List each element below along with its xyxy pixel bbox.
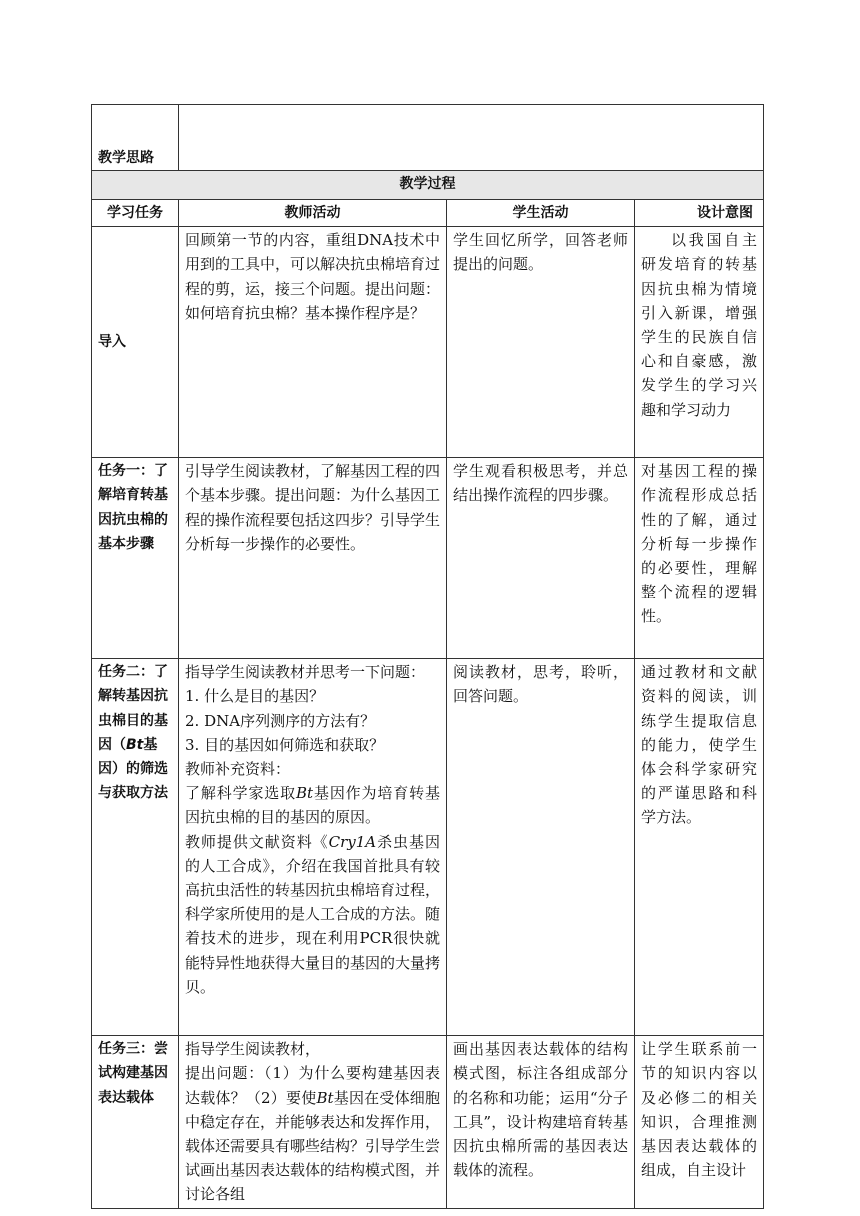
teacher-text: 了解科学家选取 bbox=[185, 784, 297, 803]
task-text-italic: Bt bbox=[126, 736, 144, 753]
teacher-line: 指导学生阅读教材并思考一下问题： bbox=[185, 663, 426, 682]
teacher-text: 基因作为培育转基因抗虫棉的目的基因的原因。 bbox=[185, 784, 440, 827]
table-row bbox=[92, 659, 764, 1036]
thinking-row bbox=[92, 105, 764, 171]
teacher-text: 提出问题：（1）为什么要构建基因表达载体？（2）要使 bbox=[185, 1064, 440, 1107]
thinking-label: 教学思路 bbox=[92, 105, 179, 171]
task-cell: 任务一：了解培育转基因抗虫棉的基本步骤 bbox=[92, 458, 179, 659]
teacher-text: 杀虫基因的人工合成》，介绍在我国首批具有较高抗虫活性的转基因抗虫棉培育过程，科学家所使用的是人工合成的方法。随着技术的进步，现在利用PCR很快就能特异性地获得大量目的基因的大量拷贝。 bbox=[185, 832, 441, 996]
teacher-cell bbox=[179, 659, 447, 1036]
table-row bbox=[92, 227, 764, 458]
student-cell: 画出基因表达载体的结构模式图，标注各组成部分的名称和功能；运用“分子工具”，设计构建培育转基因抗虫棉所需的基因表达载体的流程。 bbox=[447, 1036, 635, 1208]
header-student: 学生活动 bbox=[447, 200, 635, 227]
intent-cell: 以我国自主研发培育的转基因抗虫棉为情境引入新课，增强学生的民族自信心和自豪感，激发学生的学习兴趣和学习动力 bbox=[635, 227, 764, 458]
header-task: 学习任务 bbox=[92, 200, 179, 227]
table-row bbox=[92, 458, 764, 659]
process-title-row bbox=[92, 171, 764, 200]
teacher-cell: 引导学生阅读教材，了解基因工程的四个基本步骤。提出问题：为什么基因工程的操作流程要包括这四步？引导学生分析每一步操作的必要性。 bbox=[179, 458, 447, 659]
lesson-plan-table bbox=[91, 104, 764, 1209]
teacher-cell: 回顾第一节的内容，重组DNA技术中用到的工具中，可以解决抗虫棉培育过程的剪，运，接三个问题。提出问题：如何培育抗虫棉？基本操作程序是？ bbox=[179, 227, 447, 458]
teacher-cell bbox=[179, 1036, 447, 1208]
teacher-line: 教师补充资料： bbox=[185, 760, 291, 779]
student-cell: 阅读教材，思考，聆听，回答问题。 bbox=[447, 659, 635, 1036]
intent-cell: 对基因工程的操作流程形成总括性的了解，通过分析每一步操作的必要性，理解整个流程的逻辑性。 bbox=[635, 458, 764, 659]
task-text-b: 基因）的筛选与获取方法 bbox=[98, 736, 168, 802]
teacher-line: 3. 目的基因如何筛选和获取？ bbox=[185, 735, 385, 754]
teacher-text: 教师提供文献资料《 bbox=[185, 832, 329, 851]
teacher-italic: Bt bbox=[316, 1088, 334, 1107]
process-title: 教学过程 bbox=[92, 171, 764, 200]
teacher-paragraph bbox=[185, 830, 440, 999]
header-teacher: 教师活动 bbox=[179, 200, 447, 227]
header-intent: 设计意图 bbox=[635, 200, 764, 227]
teacher-paragraph bbox=[185, 781, 440, 829]
intent-cell: 让学生联系前一节的知识内容以及必修二的相关知识，合理推测基因表达载体的组成，自主设计 bbox=[635, 1036, 764, 1208]
teacher-line: 2. DNA序列测序的方法有？ bbox=[185, 711, 376, 730]
teacher-line: 1. 什么是目的基因？ bbox=[185, 687, 325, 706]
teacher-italic: Cry1A bbox=[328, 832, 377, 851]
task-text-a: 任务二：了解转基因抗虫棉目的基因（ bbox=[98, 664, 168, 753]
student-cell: 学生观看积极思考，并总结出操作流程的四步骤。 bbox=[447, 458, 635, 659]
teacher-italic: Bt bbox=[296, 784, 314, 803]
task-cell bbox=[92, 659, 179, 1036]
task-cell: 任务三：尝试构建基因表达载体 bbox=[92, 1036, 179, 1208]
header-row bbox=[92, 200, 764, 227]
teacher-text: 基因在受体细胞中稳定存在，并能够表达和发挥作用，载体还需要具有哪些结构？引导学生尝试画出基因表达载体的结构模式图，并讨论各组 bbox=[185, 1088, 441, 1204]
intent-cell: 通过教材和文献资料的阅读，训练学生提取信息的能力，使学生体会科学家研究的严谨思路和科学方法。 bbox=[635, 659, 764, 1036]
student-cell: 学生回忆所学，回答老师提出的问题。 bbox=[447, 227, 635, 458]
teacher-paragraph bbox=[185, 1061, 440, 1206]
thinking-content bbox=[179, 105, 764, 171]
teacher-line: 指导学生阅读教材， bbox=[185, 1040, 321, 1059]
task-cell: 导入 bbox=[92, 227, 179, 458]
table-row bbox=[92, 1036, 764, 1208]
